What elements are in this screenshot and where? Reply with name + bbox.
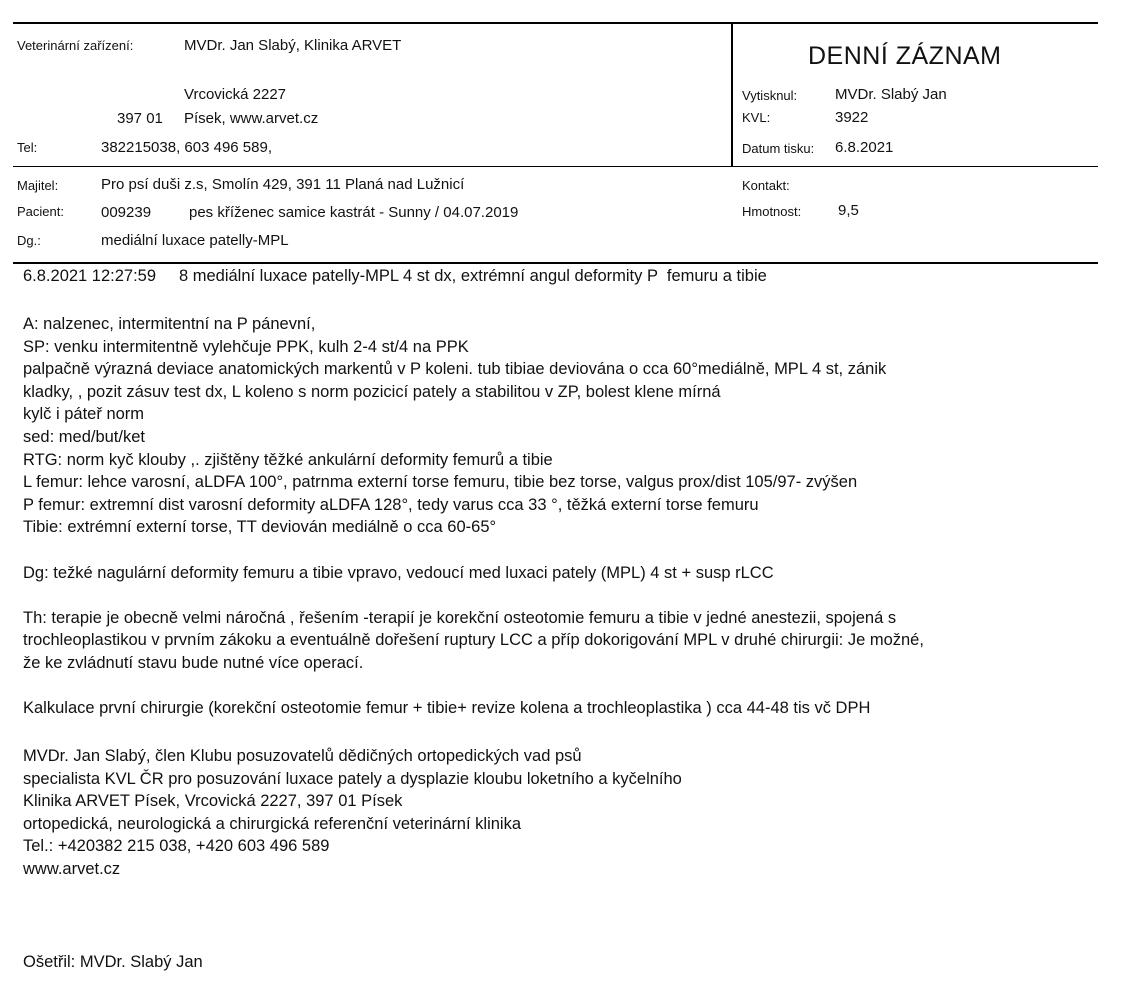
therapy-paragraph bbox=[23, 607, 1123, 675]
text-line: že ke zvládnutí stavu bude nutné více operací. bbox=[23, 653, 364, 672]
document-title: DENNÍ ZÁZNAM bbox=[808, 42, 1002, 70]
printed-by-label: Vytisknul: bbox=[742, 88, 798, 103]
text-line: Dg: težké nagulární deformity femuru a tibie vpravo, vedoucí med luxaci pately (MPL) 4 st + susp rLCC bbox=[23, 563, 774, 582]
paragraph-gap bbox=[23, 584, 1123, 607]
record-body bbox=[23, 313, 1123, 720]
diagnosis-label: Dg.: bbox=[17, 233, 41, 248]
printed-by-value: MVDr. Slabý Jan bbox=[835, 86, 947, 103]
text-line: kylč i páteř norm bbox=[23, 405, 145, 424]
tel-label: Tel: bbox=[17, 140, 38, 155]
diagnosis-value: mediální luxace patelly-MPL bbox=[101, 232, 289, 249]
contact-label: Kontakt: bbox=[742, 178, 790, 193]
patient-bottom-rule bbox=[13, 262, 1098, 264]
text-line: Th: terapie je obecně velmi náročná , řešením -terapií je korekční osteotomie femuru a tibie v jedné anestezii, spojená s bbox=[23, 608, 897, 627]
patient-label: Pacient: bbox=[17, 204, 64, 219]
weight-value: 9,5 bbox=[838, 202, 859, 219]
signature-line: www.arvet.cz bbox=[23, 859, 121, 878]
facility-street: Vrcovická 2227 bbox=[184, 86, 286, 103]
weight-label: Hmotnost: bbox=[742, 204, 802, 219]
anamnesis-paragraph bbox=[23, 313, 1123, 539]
text-line: P femur: extremní dist varosní deformity aLDFA 128°, tedy varus cca 33 °, těžká externí torse femuru bbox=[23, 495, 759, 514]
signature-line: specialista KVL ČR pro posuzování luxace pately a dysplazie kloubu loketního a kyčelního bbox=[23, 769, 682, 788]
facility-zip: 397 01 bbox=[117, 110, 163, 127]
header-divider bbox=[731, 22, 733, 167]
signature-line: Klinika ARVET Písek, Vrcovická 2227, 397 01 Písek bbox=[23, 792, 403, 811]
patient-description: pes kříženec samice kastrát - Sunny / 04.07.2019 bbox=[189, 204, 519, 221]
signature-line: Tel.: +420382 215 038, +420 603 496 589 bbox=[23, 837, 330, 856]
signature-line: MVDr. Jan Slabý, člen Klubu posuzovatelů dědičných ortopedických vad psů bbox=[23, 747, 582, 765]
print-date-value: 6.8.2021 bbox=[835, 139, 894, 156]
paragraph-gap bbox=[23, 539, 1123, 562]
text-line: Tibie: extrémní externí torse, TT deviován mediálně o cca 60-65° bbox=[23, 518, 497, 537]
diagnosis-paragraph bbox=[23, 562, 1123, 585]
header-top-rule bbox=[13, 22, 1098, 24]
text-line: Kalkulace první chirurgie (korekční osteotomie femur + tibie+ revize kolena a trochleoplastika ) cca 44-48 tis vč DPH bbox=[23, 699, 871, 718]
record-entry-line: 6.8.2021 12:27:59 8 mediální luxace patelly-MPL 4 st dx, extrémní angul deformity P femuru a tibie bbox=[23, 267, 767, 285]
treated-by: Ošetřil: MVDr. Slabý Jan bbox=[23, 953, 203, 971]
calculation-paragraph bbox=[23, 697, 1123, 720]
facility-city-web: Písek, www.arvet.cz bbox=[184, 110, 319, 127]
print-date-label: Datum tisku: bbox=[742, 141, 815, 156]
text-line: kladky, , pozit zásuv test dx, L koleno s norm pozicicí pately a stabilitou v ZP, bolest klene mírná bbox=[23, 382, 721, 401]
owner-value: Pro psí duši z.s, Smolín 429, 391 11 Planá nad Lužnicí bbox=[101, 176, 465, 193]
text-line: L femur: lehce varosní, aLDFA 100°, patrnma externí torse femuru, tibie bez torse, valgus prox/dist 105/97- zvýšen bbox=[23, 473, 858, 492]
patient-id: 009239 bbox=[101, 204, 152, 221]
text-line: A: nalzenec, intermitentní na P pánevní, bbox=[23, 315, 316, 333]
signature-line: ortopedická, neurologická a chirurgická referenční veterinární klinika bbox=[23, 814, 522, 833]
kvl-label: KVL: bbox=[742, 110, 771, 125]
tel-value: 382215038, 603 496 589, bbox=[101, 139, 272, 156]
text-line: trochleoplastikou v prvním zákoku a eventuálně dořešení ruptury LCC a příp dokorigování MPL v druhé chirurgii: Je možné, bbox=[23, 631, 924, 650]
text-line: palpačně výrazná deviace anatomických markentů v P koleni. tub tibiae deviována o cca 60°mediálně, MPL 4 st, zánik bbox=[23, 360, 887, 379]
facility-label: Veterinární zařízení: bbox=[17, 38, 134, 53]
kvl-value: 3922 bbox=[835, 109, 869, 126]
text-line: RTG: norm kyč klouby ,. zjištěny těžké ankulární deformity femurů a tibie bbox=[23, 450, 553, 469]
text-line: sed: med/but/ket bbox=[23, 427, 145, 446]
signature-block bbox=[23, 745, 682, 881]
text-line: SP: venku intermitentně vylehčuje PPK, kulh 2-4 st/4 na PPK bbox=[23, 337, 469, 356]
facility-name: MVDr. Jan Slabý, Klinika ARVET bbox=[184, 37, 402, 54]
paragraph-gap bbox=[23, 675, 1123, 698]
header-bottom-rule bbox=[13, 166, 1098, 167]
owner-label: Majitel: bbox=[17, 178, 59, 193]
